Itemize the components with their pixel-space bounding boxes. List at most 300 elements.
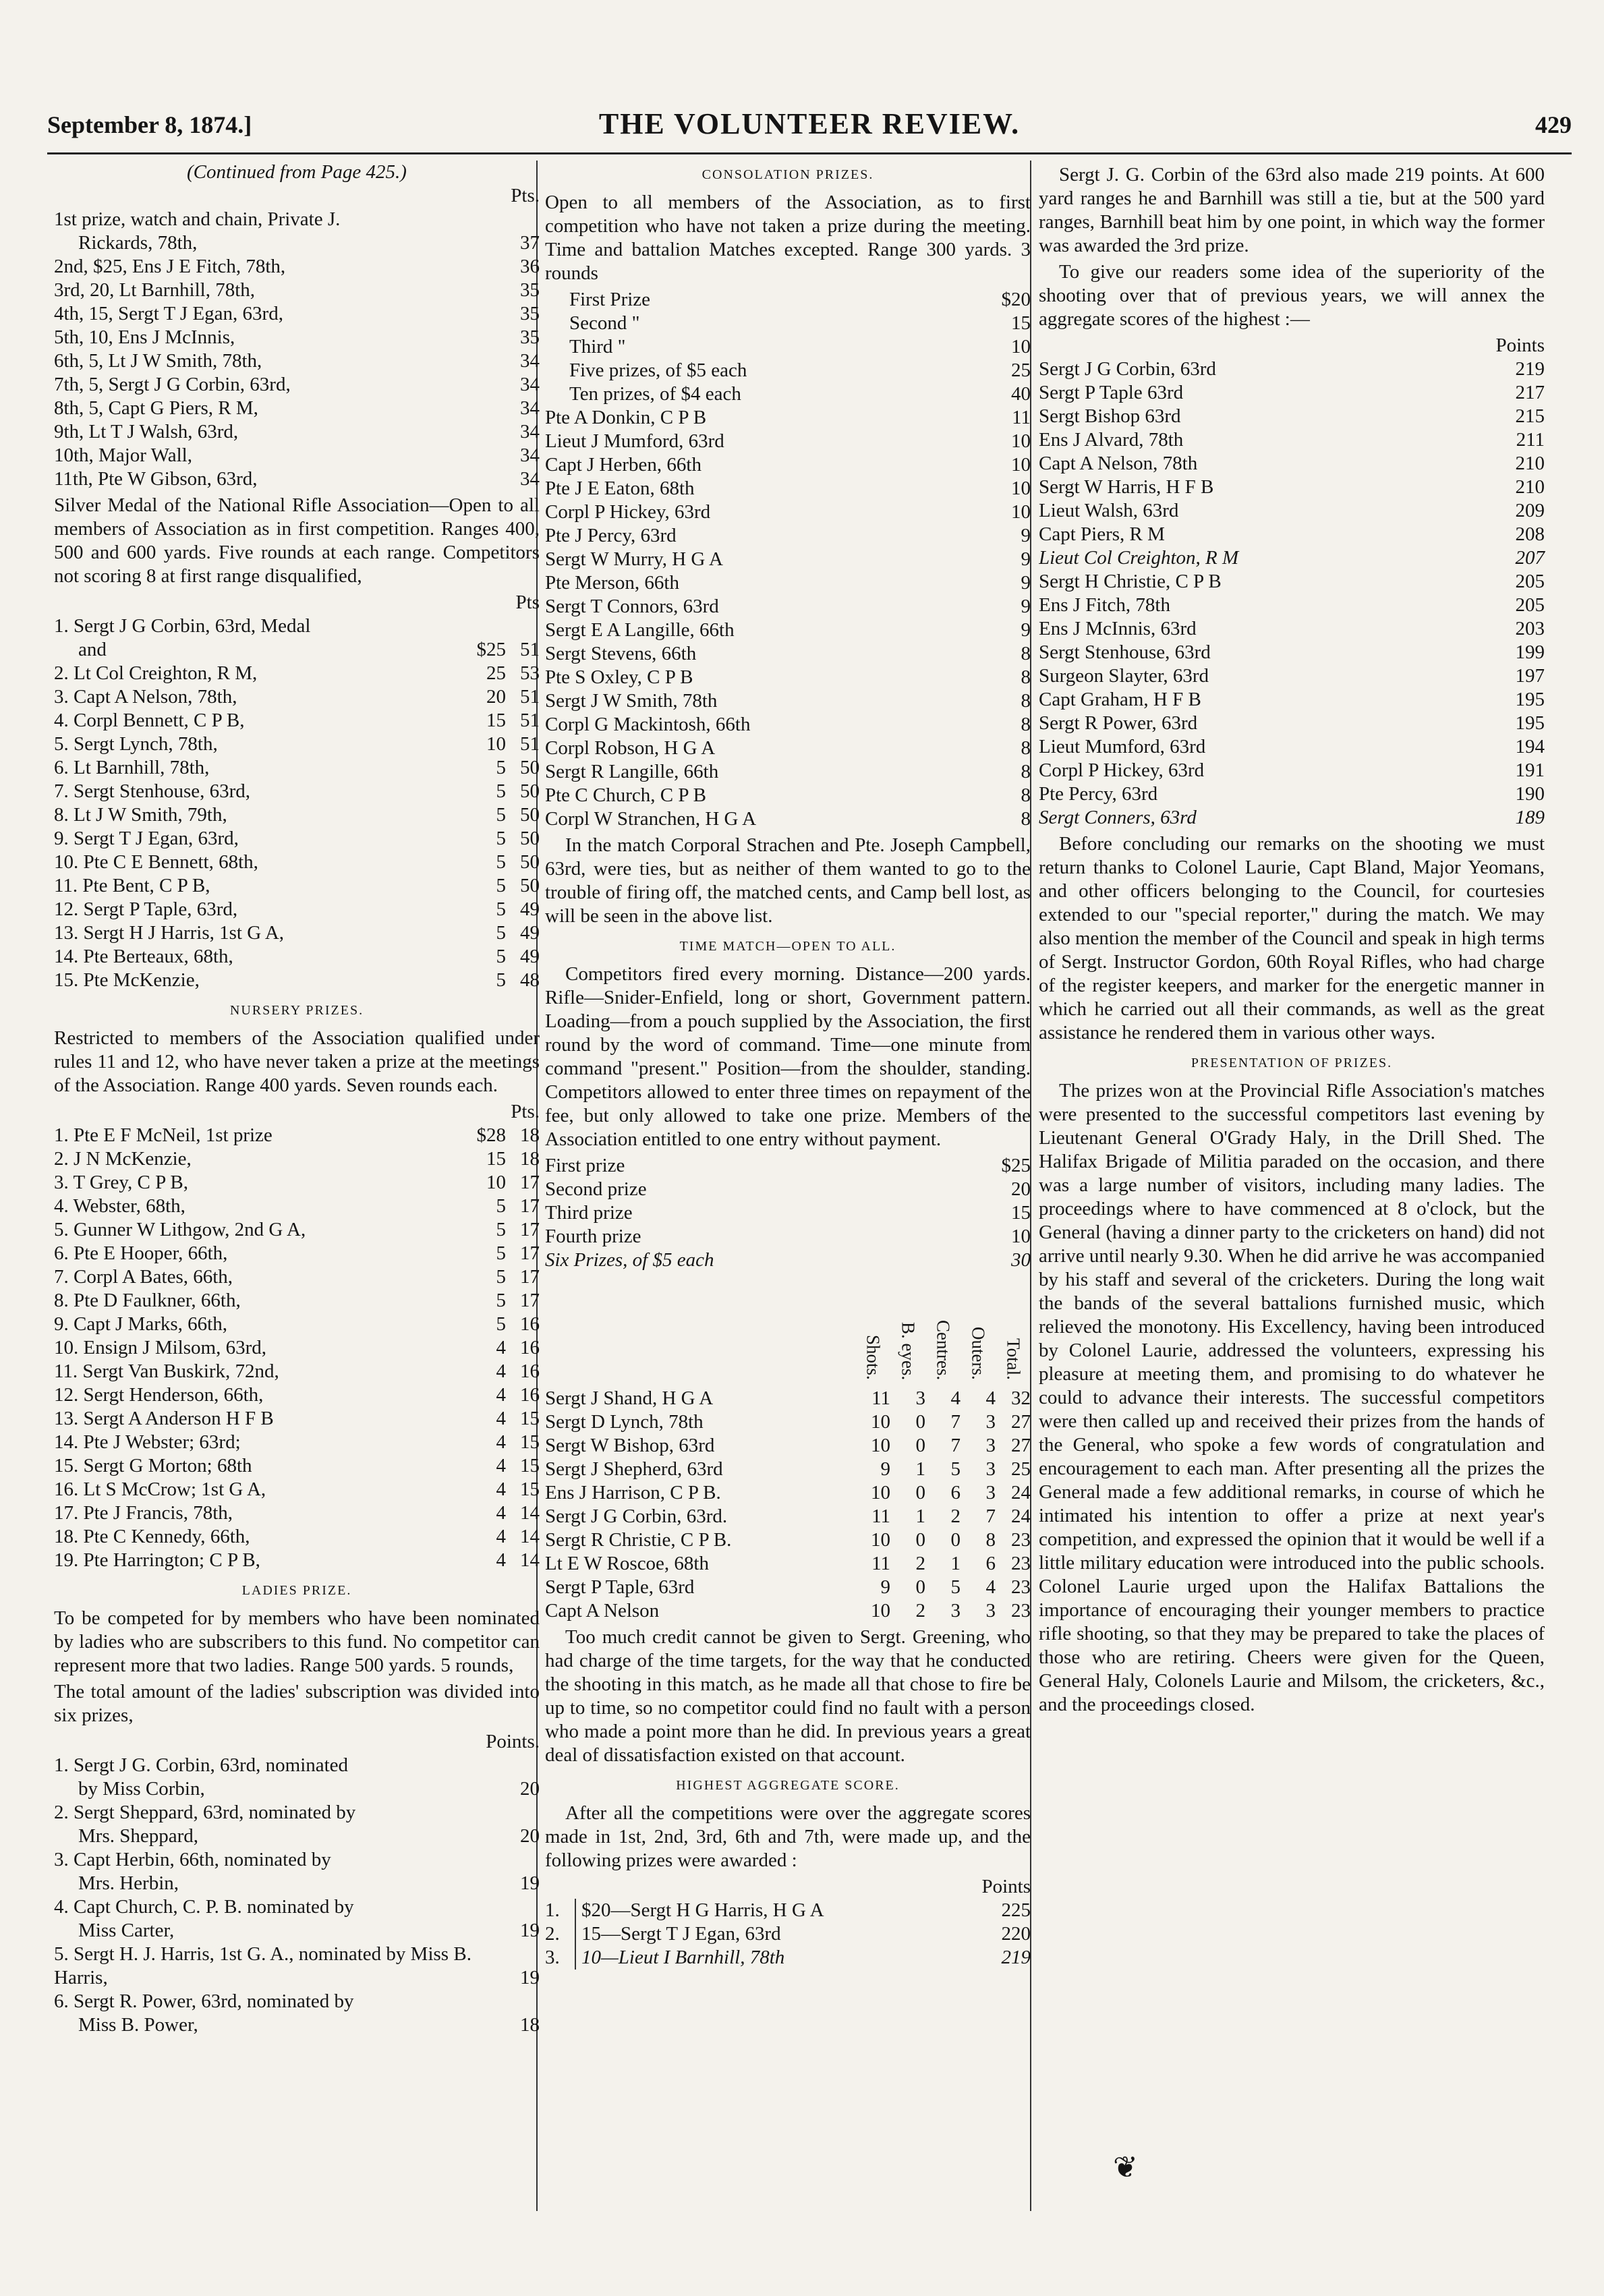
header-page-number: 429 <box>1535 111 1572 138</box>
points-value: 211 <box>1516 429 1545 451</box>
points-value: 51 <box>520 710 540 731</box>
nursery-row <box>54 1336 540 1360</box>
score-header <box>925 1272 961 1387</box>
prize-row <box>54 302 540 326</box>
score-row <box>545 1576 1031 1599</box>
entry-name: Sergt Stenhouse, 63rd <box>1039 641 1211 663</box>
points-label: Points <box>981 1876 1031 1897</box>
column-2 <box>545 161 1031 1970</box>
consolation-row <box>545 406 1031 430</box>
entry-name: 11. Pte Bent, C P B, <box>54 875 210 896</box>
score-cell: 7 <box>950 1435 961 1456</box>
competitor-name: Sergt J Shand, H G A <box>545 1387 714 1409</box>
competitor-name: Sergt J G Corbin, 63rd. <box>545 1505 728 1527</box>
column-3 <box>1039 161 1545 1719</box>
ladies-entry-line: 2. Sergt Sheppard, 63rd, nominated by <box>54 1802 356 1823</box>
entry-name: Sergt W Murry, H G A <box>545 548 723 570</box>
aggregate-row <box>1039 594 1545 617</box>
score-cell: 1 <box>950 1553 961 1574</box>
ladies-text-1: To be competed for by members who have been nominated by ladies who are subscribers to this fund. No competitor can represent more that two ladies. Range 500 yards. 5 rounds, <box>54 1607 540 1676</box>
entry-name: Sergt E A Langille, 66th <box>545 619 735 641</box>
prize-label: First Prize <box>569 289 651 310</box>
pts-label: Pts. <box>511 1101 540 1122</box>
competitor-name: Sergt R Christie, C P B. <box>545 1529 732 1551</box>
time-prize-row <box>545 1201 1031 1225</box>
entry-name: 5. Gunner W Lithgow, 2nd G A, <box>54 1219 306 1240</box>
entry-name: 3. T Grey, C P B, <box>54 1172 188 1193</box>
consolation-row <box>545 477 1031 500</box>
nursery-list <box>54 1124 540 1572</box>
prize-amount: 20 <box>1011 1178 1031 1200</box>
points-value: 215 <box>1515 405 1545 427</box>
aggregate-text: After all the competitions were over the aggregate scores made in 1st, 2nd, 3rd, 6th and 7th, were made up, and the following prizes were awarded : <box>545 1802 1031 1871</box>
prize-amount: 10 <box>1011 1226 1031 1247</box>
entry-name: Corpl G Mackintosh, 66th <box>545 714 751 735</box>
consolation-row <box>545 737 1031 760</box>
aggregate-row <box>1039 381 1545 405</box>
entry-name: Corpl P Hickey, 63rd <box>545 501 711 523</box>
entry-name: 2nd, $25, Ens J E Fitch, 78th, <box>54 256 286 277</box>
points-value: 10 <box>1011 478 1031 499</box>
prize-amount: 4 <box>496 1384 506 1406</box>
aggregate-row <box>1039 735 1545 759</box>
aggregate-prize-list <box>545 1899 1031 1970</box>
aggregate-row <box>1039 546 1545 570</box>
aggregate-row <box>1039 641 1545 664</box>
medal-row <box>54 898 540 921</box>
points-value: 19 <box>520 1872 540 1894</box>
points-value: 17 <box>520 1195 540 1217</box>
aggregate-row <box>1039 664 1545 688</box>
prize-amount: 5 <box>496 1290 506 1311</box>
prize-amount: 4 <box>496 1408 506 1429</box>
entry-number: 2. <box>545 1923 560 1945</box>
score-header-label: Total. <box>1003 1338 1024 1380</box>
ornament-icon: ❦ <box>1113 2151 1138 2184</box>
score-row <box>545 1599 1031 1623</box>
aggregate-row <box>1039 357 1545 381</box>
points-value: 14 <box>520 1502 540 1524</box>
nursery-caption: NURSERY PRIZES. <box>229 1003 364 1018</box>
score-cell: 10 <box>871 1600 890 1621</box>
aggregate-row <box>1039 712 1545 735</box>
points-value: 219 <box>1515 358 1545 380</box>
entry-name: 15. Pte McKenzie, <box>54 969 200 991</box>
ladies-entry-line: 3. Capt Herbin, 66th, nominated by <box>54 1849 331 1870</box>
consolation-row <box>545 548 1031 571</box>
entry-name: 10th, Major Wall, <box>54 444 192 466</box>
entry-name: 7. Corpl A Bates, 66th, <box>54 1266 233 1288</box>
points-value: 8 <box>1021 690 1031 712</box>
medal-row <box>54 780 540 803</box>
points-value: 197 <box>1515 665 1545 687</box>
prize-amount: 15 <box>1011 312 1031 334</box>
entry-name: $20—Sergt H G Harris, H G A <box>575 1899 983 1922</box>
nursery-row <box>54 1478 540 1501</box>
score-row <box>545 1552 1031 1576</box>
entry-name: Corpl P Hickey, 63rd <box>1039 759 1205 781</box>
prize-amount: 5 <box>496 851 506 873</box>
prize-amount: 5 <box>496 946 506 967</box>
points-value: 15 <box>520 1479 540 1500</box>
page-header <box>47 107 1572 144</box>
points-value: 220 <box>1001 1923 1031 1945</box>
score-cell: 10 <box>871 1482 890 1503</box>
entry-name: 12. Sergt P Taple, 63rd, <box>54 898 238 920</box>
entry-name: Sergt H Christie, C P B <box>1039 571 1222 592</box>
points-value: 15 <box>520 1431 540 1453</box>
entry-name: 17. Pte J Francis, 78th, <box>54 1502 233 1524</box>
prize-amount: 20 <box>486 686 506 708</box>
score-cell: 9 <box>880 1458 890 1480</box>
consolation-row <box>545 500 1031 524</box>
points-value: 35 <box>520 326 540 348</box>
entry-name: 12. Sergt Henderson, 66th, <box>54 1384 264 1406</box>
competitor-name: Sergt W Bishop, 63rd <box>545 1435 715 1456</box>
entry-name: 5. Sergt H. J. Harris, 1st G. A., nominated by Miss B. Harris, <box>54 1943 471 1988</box>
prize-amount: 4 <box>496 1526 506 1547</box>
prize-amount: $28 <box>476 1124 506 1146</box>
medal-row <box>54 874 540 898</box>
superiority-text: To give our readers some idea of the superiority of the shooting over that of previous years, we will annex the aggregate scores of the highest :— <box>1039 261 1545 330</box>
time-prizes-list <box>545 1154 1031 1272</box>
score-header <box>855 1272 890 1387</box>
score-header <box>890 1272 925 1387</box>
score-header <box>961 1272 996 1387</box>
points-value: 50 <box>520 875 540 896</box>
consolation-row <box>545 807 1031 831</box>
aggregate-prize-row <box>545 1899 1031 1922</box>
aggregate-prize-row <box>545 1946 1031 1970</box>
score-cell: 3 <box>985 1482 996 1503</box>
points-value: 34 <box>520 397 540 419</box>
medal-first-line: 1. Sergt J G Corbin, 63rd, Medal <box>54 615 311 637</box>
prize-amount: 25 <box>1011 360 1031 381</box>
points-value: 17 <box>520 1219 540 1240</box>
prize-tier-row <box>569 288 1031 312</box>
points-value: 8 <box>1021 643 1031 664</box>
entry-name: 10. Pte C E Bennett, 68th, <box>54 851 258 873</box>
nursery-row <box>54 1195 540 1218</box>
points-value: 10 <box>1011 501 1031 523</box>
corbin-text: Sergt J. G. Corbin of the 63rd also made 219 points. At 600 yard ranges he and Barnhill was still a tie, but at the 500 yard ranges, Barnhill beat him by one point, in which way the former was awarded the 3rd prize. <box>1039 164 1545 256</box>
points-value: 15 <box>520 1408 540 1429</box>
entry-name: Corpl W Stranchen, H G A <box>545 808 757 830</box>
score-cell: 3 <box>985 1435 996 1456</box>
ladies-entry-row <box>54 1943 540 1990</box>
prize-label: Five prizes, of $5 each <box>569 360 747 381</box>
competitor-name: Capt A Nelson <box>545 1600 660 1621</box>
entry-name: 7th, 5, Sergt J G Corbin, 63rd, <box>54 374 291 395</box>
points-value: 9 <box>1021 548 1031 570</box>
competitor-name: Sergt P Taple, 63rd <box>545 1576 695 1598</box>
score-cell: 23 <box>1011 1529 1031 1551</box>
points-value: 34 <box>520 421 540 442</box>
entry-name: 4th, 15, Sergt T J Egan, 63rd, <box>54 303 283 324</box>
entry-name: 16. Lt S McCrow; 1st G A, <box>54 1479 266 1500</box>
prize-row <box>54 231 540 255</box>
prize-amount: 5 <box>496 780 506 802</box>
prize-label: Third " <box>569 336 626 357</box>
score-cell: 3 <box>985 1458 996 1480</box>
points-value: 195 <box>1515 689 1545 710</box>
prize-row <box>54 208 540 231</box>
medal-row <box>54 733 540 756</box>
prize-amount: 5 <box>496 969 506 991</box>
aggregate-row <box>1039 476 1545 499</box>
prize-label: Third prize <box>545 1202 633 1224</box>
entry-name: Sergt Conners, 63rd <box>1039 807 1197 828</box>
score-header-label: Outers. <box>968 1327 989 1380</box>
medal-row <box>54 685 540 709</box>
prize-row <box>54 349 540 373</box>
ladies-entry-row <box>54 1825 540 1848</box>
points-value: 49 <box>520 922 540 944</box>
nursery-text: Restricted to members of the Association qualified under rules 11 and 12, who have never taken a prize at the meetings of the Association. Range 400 yards. Seven rounds each. <box>54 1027 540 1096</box>
entry-name: 5. Sergt Lynch, 78th, <box>54 733 218 755</box>
score-cell: 7 <box>985 1505 996 1527</box>
points-value: 207 <box>1515 547 1545 569</box>
aggregate-score-list <box>1039 357 1545 830</box>
column-1 <box>54 161 540 2037</box>
points-value: 210 <box>1515 476 1545 498</box>
entry-name: Corpl Robson, H G A <box>545 737 716 759</box>
consolation-row <box>545 713 1031 737</box>
prize-amount: 25 <box>486 662 506 684</box>
prize-row <box>54 420 540 444</box>
pts-label: Pts. <box>511 185 540 206</box>
entry-name: 18. Pte C Kennedy, 66th, <box>54 1526 250 1547</box>
score-cell: 0 <box>915 1482 925 1503</box>
prize-amount: 5 <box>496 922 506 944</box>
medal-list <box>54 662 540 992</box>
points-value: 34 <box>520 468 540 490</box>
consolation-row <box>545 642 1031 666</box>
entry-name: Capt Piers, R M <box>1039 523 1165 545</box>
nursery-row <box>54 1147 540 1171</box>
entry-name: Sergt R Power, 63rd <box>1039 712 1198 734</box>
points-value: 17 <box>520 1266 540 1288</box>
score-header-label: Centres. <box>933 1319 954 1380</box>
score-cell: 24 <box>1011 1482 1031 1503</box>
prize-amount: 4 <box>496 1549 506 1571</box>
points-value: 18 <box>520 1148 540 1170</box>
points-value: 17 <box>520 1242 540 1264</box>
points-value: 50 <box>520 757 540 778</box>
score-cell: 27 <box>1011 1435 1031 1456</box>
consolation-caption: CONSOLATION PRIZES. <box>701 167 874 182</box>
points-value: 36 <box>520 256 540 277</box>
ladies-caption: LADIES PRIZE. <box>241 1583 352 1598</box>
score-cell: 24 <box>1011 1505 1031 1527</box>
prize-amount: 4 <box>496 1479 506 1500</box>
entry-name: Sergt R Langille, 66th <box>545 761 719 782</box>
points-value: 8 <box>1021 808 1031 830</box>
points-value: 51 <box>520 733 540 755</box>
prize-amount: 5 <box>496 875 506 896</box>
ladies-entry-row <box>54 1919 540 1943</box>
score-cell: 2 <box>915 1600 925 1621</box>
points-value: 8 <box>1021 737 1031 759</box>
header-rule <box>47 152 1572 154</box>
time-prize-row <box>545 1178 1031 1201</box>
prize-amount: 15 <box>1011 1202 1031 1224</box>
entry-name: Capt J Herben, 66th <box>545 454 701 476</box>
nursery-row <box>54 1289 540 1313</box>
score-cell: 32 <box>1011 1387 1031 1409</box>
consolation-row <box>545 595 1031 619</box>
aggregate-row <box>1039 523 1545 546</box>
time-prize-row <box>545 1154 1031 1178</box>
score-table-body <box>545 1387 1031 1623</box>
points-value: 199 <box>1515 641 1545 663</box>
ladies-entry-row <box>54 1777 540 1801</box>
prize-amount: 5 <box>496 1195 506 1217</box>
score-header-label: B. eyes. <box>898 1321 919 1380</box>
prize-amount: 4 <box>496 1431 506 1453</box>
prize-row <box>54 467 540 491</box>
time-match-caption: TIME MATCH—OPEN TO ALL. <box>679 939 896 954</box>
points-value: 217 <box>1515 382 1545 403</box>
points-value: 16 <box>520 1337 540 1358</box>
nursery-row <box>54 1431 540 1454</box>
entry-name: 1. Pte E F McNeil, 1st prize <box>54 1124 273 1146</box>
score-cell: 0 <box>915 1529 925 1551</box>
points-value: 10 <box>1011 454 1031 476</box>
medal-first-cont: and $25 51 <box>78 639 540 660</box>
nursery-row <box>54 1360 540 1383</box>
entry-name: 6. Lt Barnhill, 78th, <box>54 757 210 778</box>
points-value: 50 <box>520 828 540 849</box>
prize-amount: $20 <box>1001 289 1031 310</box>
points-value: 203 <box>1515 618 1545 639</box>
score-cell: 6 <box>950 1482 961 1503</box>
score-row <box>545 1387 1031 1410</box>
entry-name: 7. Sergt Stenhouse, 63rd, <box>54 780 251 802</box>
entry-name: Ens J Alvard, 78th <box>1039 429 1184 451</box>
nursery-row <box>54 1242 540 1265</box>
competitor-name: Ens J Harrison, C P B. <box>545 1482 721 1503</box>
prize-amount: 10 <box>486 733 506 755</box>
score-cell: 11 <box>871 1387 890 1409</box>
entry-name: Pte J E Eaton, 68th <box>545 478 695 499</box>
entry-name: 2. J N McKenzie, <box>54 1148 192 1170</box>
score-cell: 0 <box>915 1576 925 1598</box>
nursery-row <box>54 1171 540 1195</box>
consolation-note: In the match Corporal Strachen and Pte. Joseph Campbell, 63rd, were ties, but as neither of them wanted to go to the trouble of firing off, the matched cents, and Camp bell lost, as will be seen in the above list. <box>545 834 1031 927</box>
score-cell: 9 <box>880 1576 890 1598</box>
nursery-row <box>54 1407 540 1431</box>
prize-row <box>54 279 540 302</box>
prize-amount: 10 <box>1011 336 1031 357</box>
silver-medal-text: Silver Medal of the National Rifle Association—Open to all members of Association as in first competition. Ranges 400, 500 and 600 yards. Five rounds at each range. Competitors not scoring 8 at first range disqualified, <box>54 494 540 587</box>
prize-amount: 5 <box>496 1266 506 1288</box>
entry-name: Rickards, 78th, <box>78 232 198 254</box>
prize-amount: 4 <box>496 1455 506 1476</box>
score-cell: 4 <box>985 1387 996 1409</box>
medal-row <box>54 851 540 874</box>
nursery-row <box>54 1501 540 1525</box>
prize-amount: 5 <box>496 828 506 849</box>
points-value: 8 <box>1021 714 1031 735</box>
entry-name: 6. Pte E Hooper, 66th, <box>54 1242 228 1264</box>
entry-name: 3rd, 20, Lt Barnhill, 78th, <box>54 279 256 301</box>
competitor-name: Sergt D Lynch, 78th <box>545 1411 704 1433</box>
presentation-caption: PRESENTATION OF PRIZES. <box>1191 1056 1393 1070</box>
entry-name: 9th, Lt T J Walsh, 63rd, <box>54 421 239 442</box>
points-value: 9 <box>1021 619 1031 641</box>
nursery-row <box>54 1218 540 1242</box>
entry-name: 1st prize, watch and chain, Private J. <box>54 208 341 230</box>
score-cell: 5 <box>950 1576 961 1598</box>
points-value: 205 <box>1515 571 1545 592</box>
time-prize-row <box>545 1249 1031 1272</box>
points-value: 208 <box>1515 523 1545 545</box>
score-cell: 11 <box>871 1505 890 1527</box>
score-cell: 1 <box>915 1505 925 1527</box>
points-value: 18 <box>520 2014 540 2036</box>
points-value: 49 <box>520 946 540 967</box>
entry-name: 9. Capt J Marks, 66th, <box>54 1313 227 1335</box>
prize-amount: 15 <box>486 1148 506 1170</box>
consolation-row <box>545 666 1031 689</box>
prize-amount: 40 <box>1011 383 1031 405</box>
prize-amount: 10 <box>486 1172 506 1193</box>
prize-amount: 4 <box>496 1502 506 1524</box>
points-value: 50 <box>520 804 540 826</box>
score-cell: 10 <box>871 1411 890 1433</box>
ladies-list <box>54 1754 540 2037</box>
entry-name: 6th, 5, Lt J W Smith, 78th, <box>54 350 262 372</box>
ladies-entry-line: 4. Capt Church, C. P. B. nominated by <box>54 1896 354 1918</box>
prize-label: Second " <box>569 312 640 334</box>
entry-name: Capt Graham, H F B <box>1039 689 1201 710</box>
entry-name: Pte Percy, 63rd <box>1039 783 1158 805</box>
consolation-row <box>545 453 1031 477</box>
score-header-label: Shots. <box>863 1335 884 1380</box>
prize-row <box>54 326 540 349</box>
score-cell: 2 <box>950 1505 961 1527</box>
points-value: 14 <box>520 1526 540 1547</box>
time-prize-row <box>545 1225 1031 1249</box>
medal-row <box>54 709 540 733</box>
entry-name: Ens J Fitch, 78th <box>1039 594 1170 616</box>
prize-label: Six Prizes, of $5 each <box>545 1249 714 1271</box>
entry-name: 14. Pte J Webster; 63rd; <box>54 1431 241 1453</box>
points-value: 18 <box>520 1124 540 1146</box>
points-label: Points. <box>486 1731 540 1752</box>
aggregate-row <box>1039 617 1545 641</box>
points-value: 190 <box>1515 783 1545 805</box>
score-cell: 23 <box>1011 1576 1031 1598</box>
points-value: 20 <box>520 1778 540 1800</box>
prize-row <box>54 397 540 420</box>
nursery-row <box>54 1124 540 1147</box>
points-value: 19 <box>520 1920 540 1941</box>
points-value: 209 <box>1515 500 1545 521</box>
points-value: 15 <box>520 1455 540 1476</box>
score-table-header <box>545 1272 1031 1387</box>
points-value: 9 <box>1021 596 1031 617</box>
entry-name: Sergt W Harris, H F B <box>1039 476 1214 498</box>
entry-name: Sergt Bishop 63rd <box>1039 405 1181 427</box>
entry-name: Lieut Mumford, 63rd <box>1039 736 1206 757</box>
points-value: 8 <box>1021 761 1031 782</box>
medal-row <box>54 921 540 945</box>
points-value: 8 <box>1021 666 1031 688</box>
medal-row <box>54 756 540 780</box>
points-value: 35 <box>520 303 540 324</box>
